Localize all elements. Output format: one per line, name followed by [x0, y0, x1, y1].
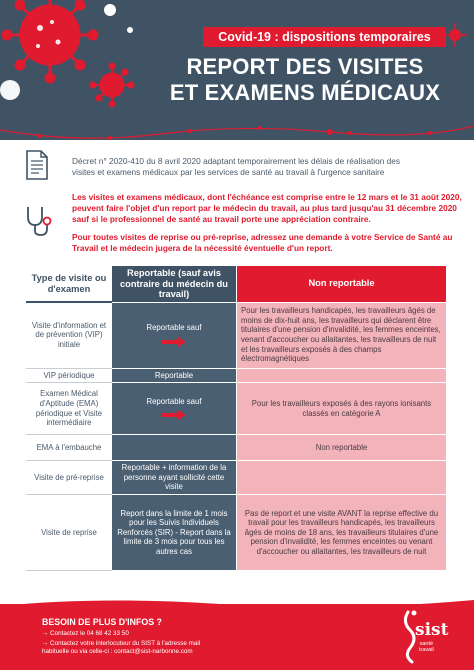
page-title — [150, 54, 460, 106]
footer-contact-line: → Contactez votre interlocuteur du SIST à l'adresse mail — [42, 640, 201, 647]
table-row: EMA à l'embauche Non reportable — [27, 435, 447, 461]
header-wave-divider — [0, 118, 474, 148]
arrow-right-icon — [162, 410, 186, 420]
covid-badge: Covid-19 : dispositions temporaires — [203, 27, 446, 47]
decree-text: Décret n° 2020-410 du 8 avril 2020 adaptant temporairement les délais de réalisation des visites et examens médicaux par les services de santé au travail à l'urgence sanitaire — [72, 156, 401, 177]
header-non-reportable: Non reportable — [237, 266, 447, 303]
sist-logo-text: sist — [415, 620, 449, 640]
title-line-1: REPORT DES VISITES — [186, 54, 424, 79]
document-icon — [26, 150, 48, 180]
footer-title: BESOIN DE PLUS D'INFOS ? — [42, 617, 162, 627]
header-type: Type de visite ou d'examen — [27, 266, 112, 303]
table-row: VIP périodique Reportable — [27, 368, 447, 383]
footer-phone: → Contactez le 04 68 42 33 50 — [42, 630, 129, 637]
table-row: Visite de pré-reprise Reportable + information de la personne ayant sollicité cette visite — [27, 461, 447, 495]
postponement-rule-text: Les visites et examens médicaux, dont l'échéance est comprise entre le 12 mars et le 31 août 2020, peuvent faire l'objet d'un report par le médecin du travail, au plus tard jusqu'au 31 décembre 2020 sauf si le professionnel de santé au travail porte une appréciation contraire. — [72, 192, 462, 224]
table-row: Visite de reprise Report dans la limite de 1 mois pour les Suivis Individuels Renforcés (SIR) - Report dans la limite de 3 mois pour tous les autres cas Pas de report et une visite AVANT la reprise effective du travail pour les travailleurs handicapés, les travailleurs âgés de moins de 18 ans, les travailleurs titulaires d'une pension d'invalidité, les femmes enceintes ou venant d'accoucher ou allaitantes, les travailleurs de nuit — [27, 495, 447, 571]
stethoscope-icon — [24, 205, 54, 237]
table-row: Examen Médical d'Aptitude (EMA) périodique et Visite intermédiaire Reportable sauf Pour les travailleurs exposés à des rayons ionisants classés en catégorie A — [27, 383, 447, 435]
arrow-right-icon — [162, 337, 186, 347]
reprise-request-text: Pour toutes visites de reprise ou pré-reprise, adressez une demande à votre Service de Santé au Travail et le médecin jugera de la nécessité éventuelle d'un report. — [72, 232, 453, 253]
title-line-2: ET EXAMENS MÉDICAUX — [169, 80, 441, 105]
footer-email[interactable]: habituelle ou via celle-ci : contact@sist-narbonne.com — [42, 648, 193, 655]
header-reportable: Reportable (sauf avis contraire du médecin du travail) — [112, 266, 237, 303]
visits-table — [26, 265, 447, 571]
table-row: Visite d'information et de prévention (VIP) initiale Reportable sauf Pour les travailleurs handicapés, les travailleurs âgés de moins de dix-huit ans, les travailleurs qui déclarent être titulaires d'une pension d'invalidité, les femmes enceintes, venant d'accoucher ou allaitantes, les travailleurs de nuit et les travailleurs exposés à des champs électromagnétiques — [27, 302, 447, 368]
table-header-row — [27, 266, 447, 303]
virus-illustration — [0, 0, 140, 120]
sist-logo-subtitle: santé travail — [419, 641, 434, 653]
